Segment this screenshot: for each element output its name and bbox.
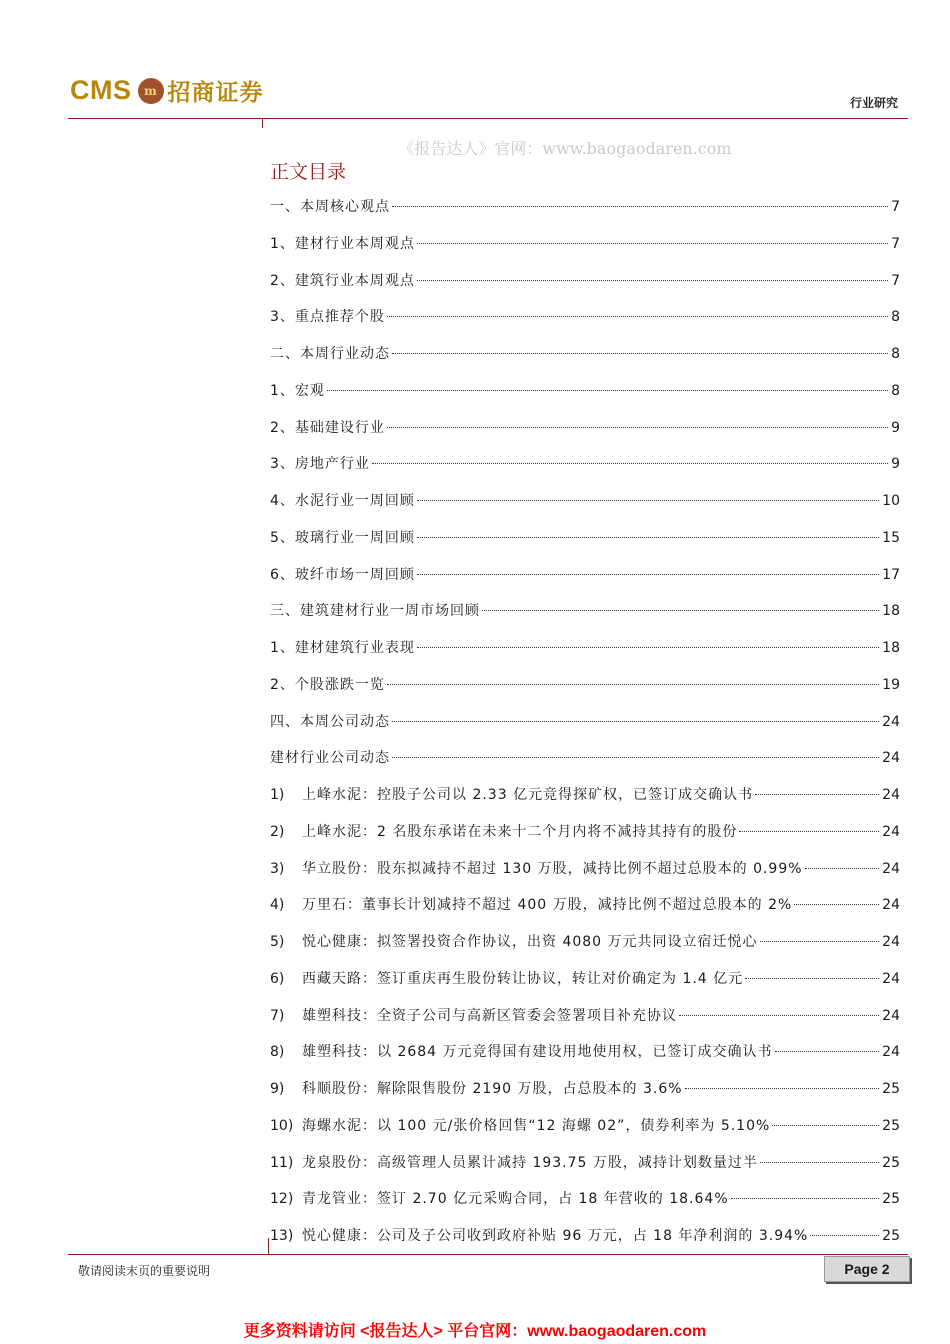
toc-leader-dots [417, 537, 879, 538]
toc-entry-text: 华立股份：股东拟减持不超过 130 万股，减持比例不超过总股本的 0.99% [302, 860, 803, 877]
toc-leader-dots [760, 941, 880, 942]
toc-page-number: 24 [882, 934, 900, 950]
toc-leader-dots [805, 868, 880, 869]
toc-entry-number: 4) [270, 897, 285, 914]
toc-entry[interactable] [270, 747, 900, 784]
toc-entry[interactable] [270, 306, 900, 343]
toc-entry[interactable] [270, 453, 900, 490]
toc-entry-text: 2、个股涨跌一览 [270, 676, 385, 693]
toc-entry[interactable] [270, 1005, 900, 1042]
toc-leader-dots [417, 280, 888, 281]
toc-leader-dots [392, 353, 888, 354]
toc-entry-text: 建材行业公司动态 [270, 750, 390, 767]
report-category: 行业研究 [849, 96, 898, 110]
toc-entry-text: 悦心健康：拟签署投资合作协议，出资 4080 万元共同设立宿迁悦心 [302, 934, 758, 950]
toc-entry[interactable] [270, 233, 900, 270]
toc-entry-text: 四、本周公司动态 [270, 713, 390, 730]
toc-leader-dots [810, 1235, 879, 1236]
table-of-contents [270, 196, 900, 1262]
toc-page-number: 24 [882, 970, 900, 987]
toc-page-number: 9 [891, 456, 900, 473]
toc-page-number: 15 [882, 529, 900, 546]
toc-entry-number: 7) [270, 1007, 285, 1024]
footer-divider [68, 1254, 908, 1255]
toc-entry[interactable] [270, 858, 900, 895]
toc-page-number: 25 [882, 1228, 900, 1244]
toc-entry[interactable] [270, 894, 900, 931]
toc-page-number: 8 [891, 346, 900, 362]
toc-entry-text: 悦心健康：公司及子公司收到政府补贴 96 万元，占 18 年净利润的 3.94% [302, 1228, 809, 1244]
toc-leader-dots [679, 1015, 879, 1016]
toc-entry-text: 二、本周行业动态 [270, 346, 390, 362]
toc-entry[interactable] [270, 270, 900, 307]
toc-page-number: 25 [882, 1154, 900, 1171]
toc-entry-number: 11) [270, 1154, 294, 1171]
toc-leader-dots [772, 1125, 879, 1126]
toc-entry-text: 2、建筑行业本周观点 [270, 272, 415, 289]
toc-leader-dots [392, 757, 879, 758]
toc-entry-text: 上峰水泥：控股子公司以 2.33 亿元竞得探矿权，已签订成交确认书 [302, 787, 754, 803]
toc-page-number: 9 [891, 419, 900, 436]
toc-title: 正文目录 [270, 161, 347, 183]
toc-page-number: 10 [882, 493, 900, 509]
toc-entry-text: 雄塑科技：全资子公司与高新区管委会签署项目补充协议 [302, 1007, 677, 1024]
toc-entry[interactable] [270, 1152, 900, 1189]
toc-entry[interactable] [270, 711, 900, 748]
toc-entry-number: 8) [270, 1044, 285, 1061]
toc-page-number: 24 [882, 860, 900, 877]
toc-entry[interactable] [270, 600, 900, 637]
toc-page-number: 19 [882, 676, 900, 693]
toc-entry-text: 科顺股份：解除限售股份 2190 万股，占总股本的 3.6% [302, 1081, 683, 1097]
toc-entry-text: 三、建筑建材行业一周市场回顾 [270, 603, 480, 620]
toc-page-number: 24 [882, 750, 900, 767]
toc-entry[interactable] [270, 343, 900, 380]
toc-entry-number: 13) [270, 1228, 294, 1244]
brand-logo [70, 74, 264, 107]
disclaimer-note: 敬请阅读末页的重要说明 [78, 1264, 211, 1278]
toc-leader-dots [794, 904, 879, 905]
toc-entry-text: 5、玻璃行业一周回顾 [270, 529, 415, 546]
toc-entry[interactable] [270, 931, 900, 968]
toc-entry-text: 1、建材建筑行业表现 [270, 640, 415, 656]
toc-entry[interactable] [270, 637, 900, 674]
toc-page-number: 24 [882, 787, 900, 803]
logo-emblem-icon: m [138, 78, 164, 104]
toc-entry[interactable] [270, 527, 900, 564]
page-number-badge: Page 2 [824, 1256, 910, 1282]
toc-page-number: 25 [882, 1081, 900, 1097]
toc-entry[interactable] [270, 674, 900, 711]
toc-leader-dots [392, 721, 879, 722]
toc-leader-dots [685, 1088, 880, 1089]
toc-leader-dots [392, 206, 888, 207]
toc-page-number: 24 [882, 713, 900, 730]
promo-banner-link[interactable]: 更多资料请访问 <报告达人> 平台官网：www.baogaodaren.com [243, 1323, 707, 1340]
toc-entry-text: 雄塑科技：以 2684 万元竞得国有建设用地使用权，已签订成交确认书 [302, 1044, 773, 1061]
logo-cms-text: CMS [70, 75, 132, 105]
toc-entry[interactable] [270, 1115, 900, 1152]
toc-leader-dots [755, 794, 879, 795]
toc-entry-text: 3、重点推荐个股 [270, 309, 385, 326]
toc-leader-dots [387, 316, 888, 317]
toc-entry-text: 西藏天路：签订重庆再生股份转让协议，转让对价确定为 1.4 亿元 [302, 970, 744, 987]
toc-page-number: 24 [882, 1007, 900, 1024]
toc-entry-text: 海螺水泥：以 100 元/张价格回售“12 海螺 02”，债券利率为 5.10% [302, 1117, 771, 1134]
toc-leader-dots [387, 684, 879, 685]
toc-entry-text: 4、水泥行业一周回顾 [270, 493, 415, 509]
toc-entry-number: 9) [270, 1081, 285, 1097]
toc-entry-text: 龙泉股份：高级管理人员累计减持 193.75 万股，减持计划数量过半 [302, 1154, 758, 1171]
toc-page-number: 25 [882, 1117, 900, 1134]
toc-entry-text: 2、基础建设行业 [270, 419, 385, 436]
toc-entry-text: 3、房地产行业 [270, 456, 370, 473]
toc-leader-dots [760, 1162, 879, 1163]
toc-entry[interactable] [270, 1188, 900, 1225]
toc-page-number: 18 [882, 603, 900, 620]
toc-leader-dots [327, 390, 888, 391]
toc-entry[interactable] [270, 490, 900, 527]
toc-entry[interactable] [270, 1078, 900, 1115]
toc-entry[interactable] [270, 564, 900, 601]
header-divider-stub [262, 118, 263, 128]
toc-entry-text: 6、玻纤市场一周回顾 [270, 566, 415, 583]
toc-page-number: 24 [882, 823, 900, 840]
watermark-text: 《报告达人》官网：www.baogaodaren.com [398, 139, 732, 158]
toc-page-number: 7 [891, 272, 900, 289]
toc-entry-number: 6) [270, 970, 285, 987]
toc-entry-number: 2) [270, 823, 285, 840]
toc-page-number: 8 [891, 382, 900, 399]
toc-entry-text: 一、本周核心观点 [270, 199, 390, 215]
toc-entry-number: 5) [270, 934, 285, 950]
toc-leader-dots [745, 978, 879, 979]
toc-entry[interactable] [270, 1041, 900, 1078]
toc-leader-dots [482, 610, 879, 611]
toc-page-number: 17 [882, 566, 900, 583]
logo-chinese-name: 招商证券 [167, 79, 264, 106]
toc-leader-dots [775, 1051, 880, 1052]
toc-leader-dots [372, 463, 888, 464]
header-divider [68, 118, 908, 119]
toc-leader-dots [739, 831, 879, 832]
toc-entry-number: 3) [270, 860, 285, 877]
toc-page-number: 7 [891, 235, 900, 252]
toc-entry-number: 12) [270, 1191, 294, 1208]
toc-entry-number: 1) [270, 787, 285, 803]
toc-page-number: 25 [882, 1191, 900, 1208]
toc-leader-dots [417, 500, 879, 501]
toc-leader-dots [731, 1198, 880, 1199]
toc-entry[interactable] [270, 821, 900, 858]
toc-leader-dots [417, 647, 879, 648]
toc-entry-text: 青龙管业：签订 2.70 亿元采购合同，占 18 年营收的 18.64% [302, 1191, 729, 1208]
toc-page-number: 18 [882, 640, 900, 656]
toc-page-number: 24 [882, 897, 900, 914]
footer-divider-stub [268, 1238, 269, 1254]
toc-page-number: 24 [882, 1044, 900, 1061]
toc-entry[interactable] [270, 417, 900, 454]
toc-leader-dots [417, 574, 879, 575]
toc-leader-dots [387, 427, 888, 428]
toc-entry-number: 10) [270, 1117, 294, 1134]
toc-entry[interactable] [270, 1225, 900, 1262]
toc-entry[interactable] [270, 380, 900, 417]
toc-page-number: 8 [891, 309, 900, 326]
toc-entry-text: 上峰水泥：2 名股东承诺在未来十二个月内将不减持其持有的股份 [302, 823, 738, 840]
toc-entry-text: 1、建材行业本周观点 [270, 235, 415, 252]
toc-page-number: 7 [891, 199, 900, 215]
toc-entry-text: 1、宏观 [270, 382, 325, 399]
toc-entry[interactable] [270, 968, 900, 1005]
toc-entry[interactable] [270, 784, 900, 821]
toc-leader-dots [417, 243, 888, 244]
toc-entry-text: 万里石：董事长计划减持不超过 400 万股，减持比例不超过总股本的 2% [302, 897, 793, 914]
toc-entry[interactable] [270, 196, 900, 233]
